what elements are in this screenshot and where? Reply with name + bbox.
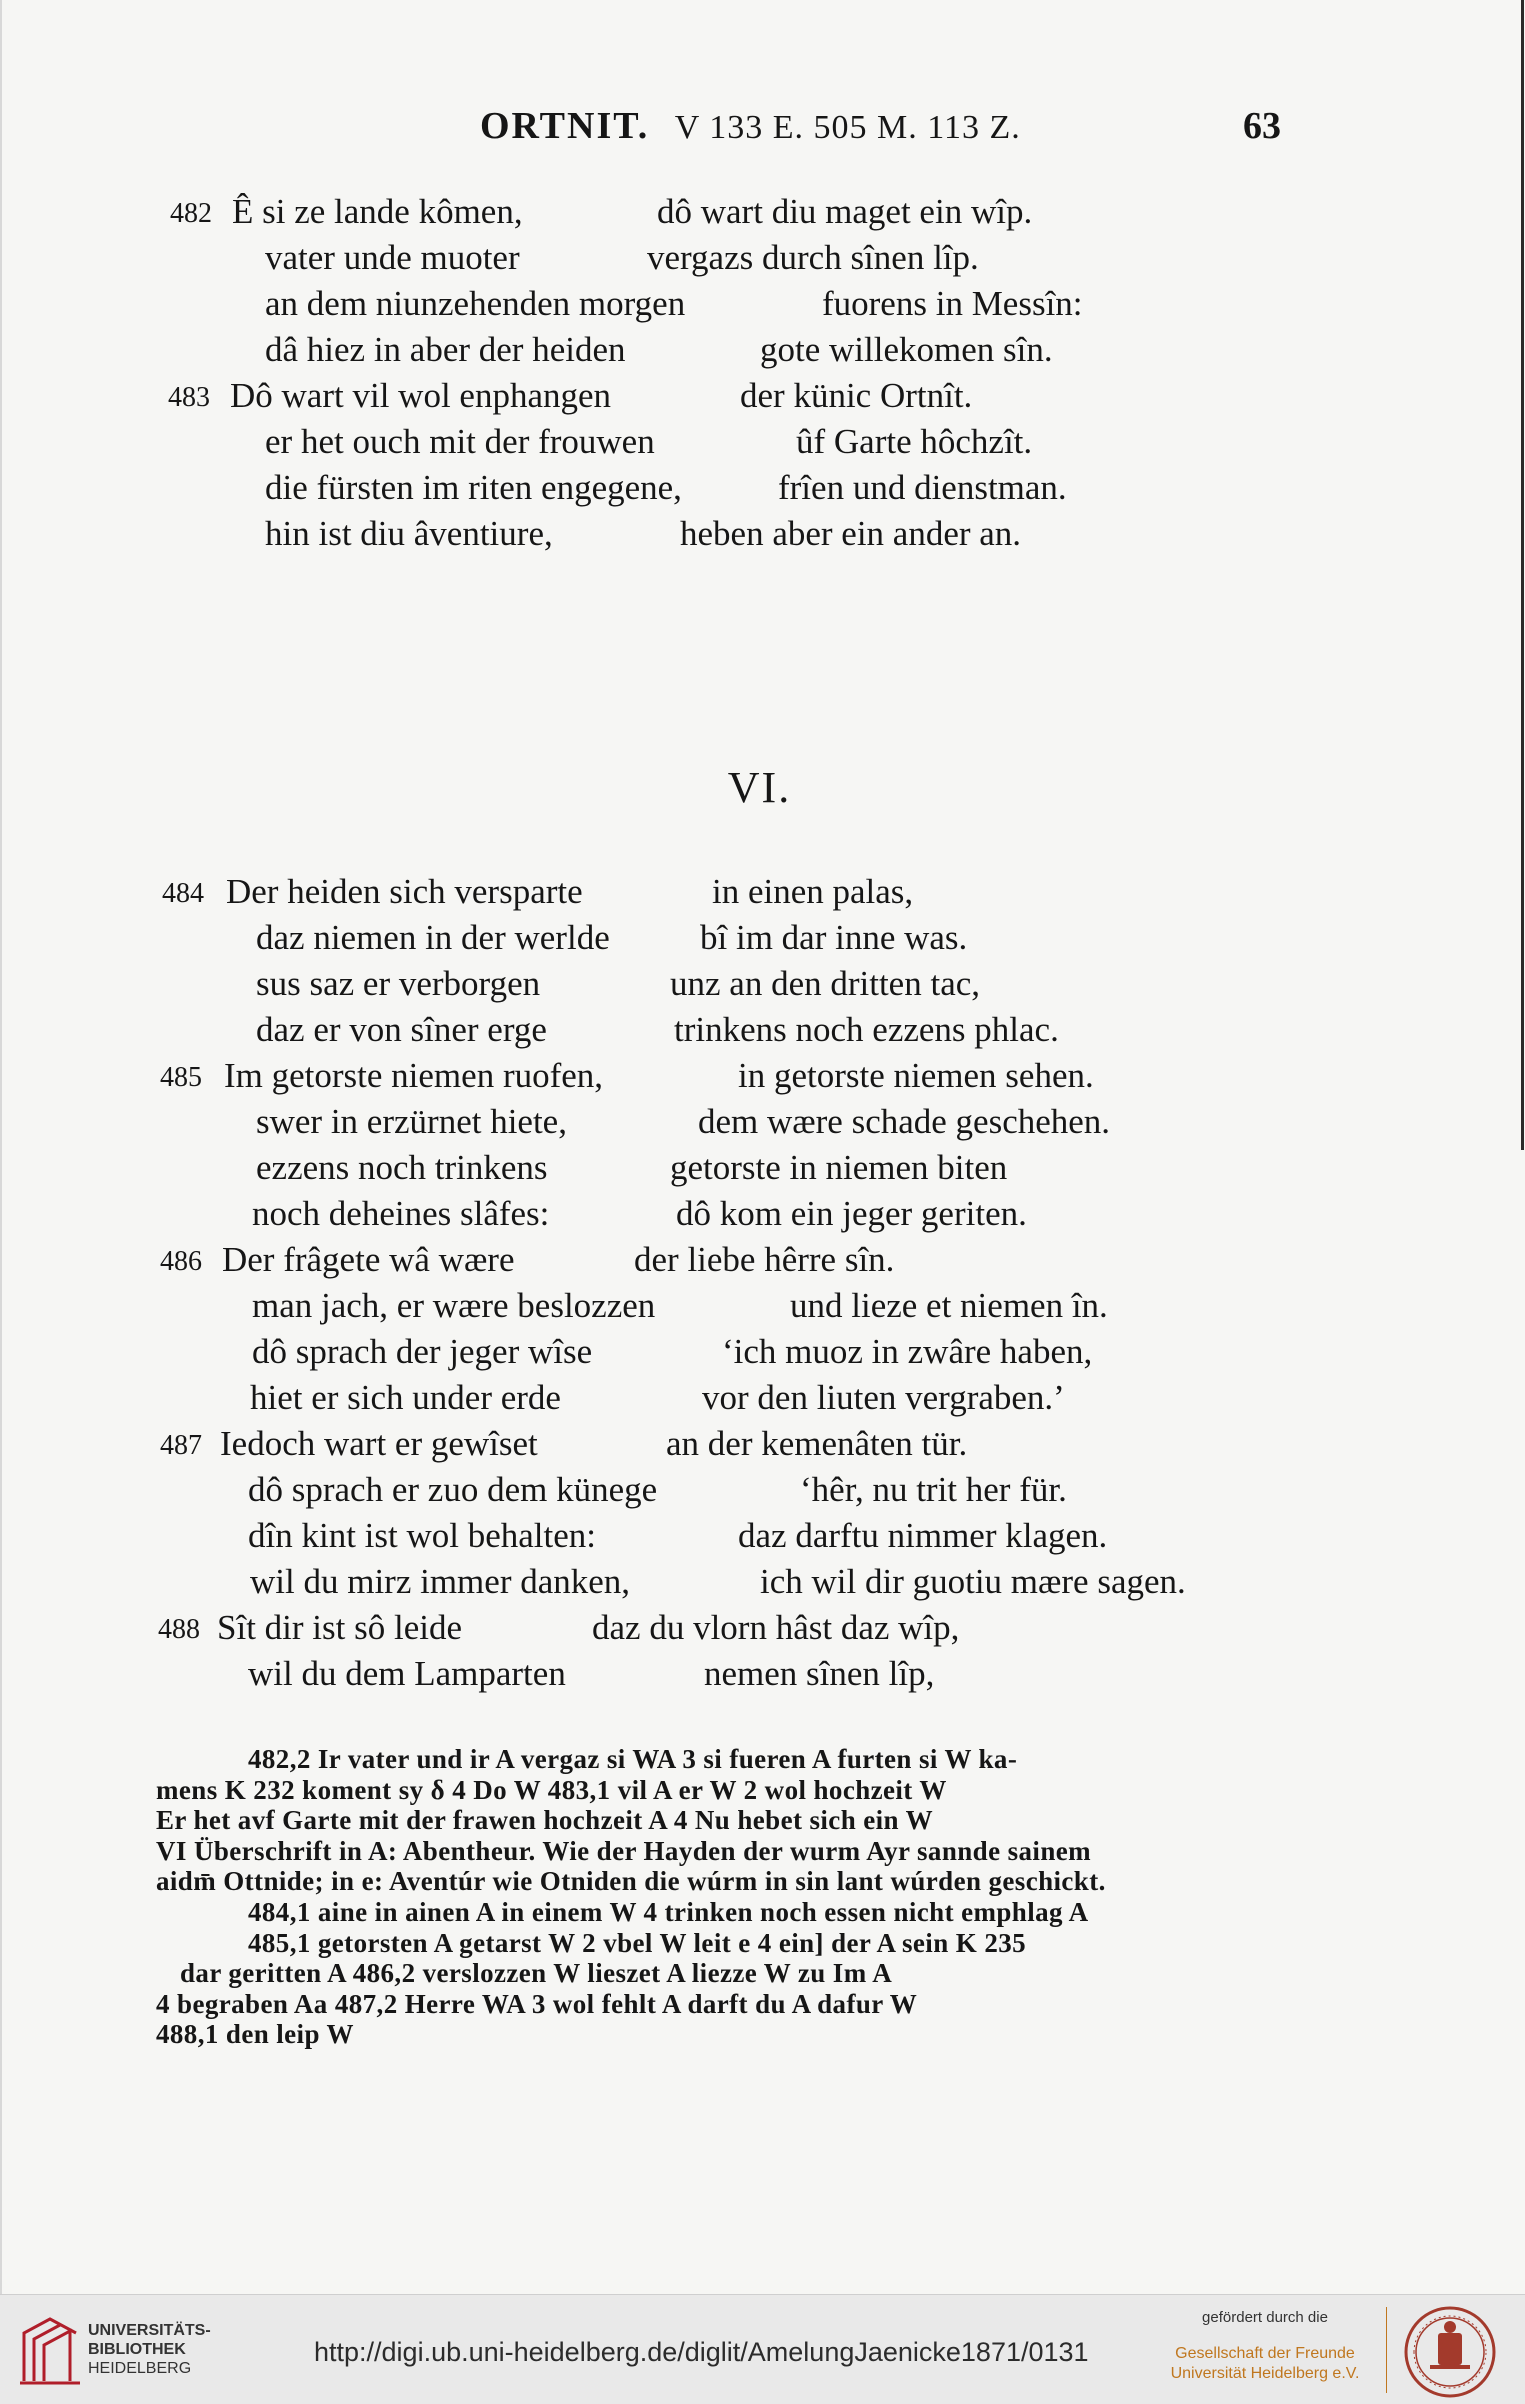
verse-line xyxy=(0,1562,1525,1606)
permalink-url[interactable]: http://digi.ub.uni-heidelberg.de/diglit/AmelungJaenicke1871/0131 xyxy=(314,2337,1089,2367)
verse-first-half: Der frâgete wâ wære xyxy=(222,1240,515,1279)
verse-second-half: in getorste niemen sehen. xyxy=(738,1056,1094,1095)
apparatus-line: 484,1 aine in ainen A in einem W 4 trinken noch essen nicht emphlag A xyxy=(248,1897,1089,1927)
verse-line xyxy=(0,192,1525,236)
verse-line xyxy=(0,514,1525,558)
verse-first-half: die fürsten im riten engegene, xyxy=(265,468,682,507)
verse-second-half: der künic Ortnît. xyxy=(740,376,973,415)
verse-first-half: wil du dem Lamparten xyxy=(248,1654,566,1693)
verse-second-half: ûf Garte hôchzît. xyxy=(796,422,1033,461)
apparatus-line: aidm̄ Ottnide; in e: Aventúr wie Otniden die wúrm in sin lant wúrden geschickt. xyxy=(156,1866,1106,1897)
verse-second-half: vor den liuten vergraben.’ xyxy=(702,1378,1065,1417)
verse-line xyxy=(0,1516,1525,1560)
library-logo-icon[interactable] xyxy=(14,2311,86,2389)
running-head xyxy=(0,104,1525,154)
verse-second-half: ‘hêr, nu trit her für. xyxy=(800,1470,1067,1509)
verse-first-half: swer in erzürnet hiete, xyxy=(256,1102,567,1141)
verse-line xyxy=(0,284,1525,328)
stanza-number: 483 xyxy=(168,382,210,413)
sponsor-credit xyxy=(1160,2309,1370,2384)
footer-divider xyxy=(1386,2307,1387,2393)
verse-second-half: ich wil dir guotiu mære sagen. xyxy=(760,1562,1186,1601)
verse-line xyxy=(0,1424,1525,1468)
library-name-line1: UNIVERSITÄTS- xyxy=(88,2322,211,2339)
verse-first-half: wil du mirz immer danken, xyxy=(250,1562,631,1601)
stanza-number: 487 xyxy=(160,1430,202,1461)
verse-second-half: dô wart diu maget ein wîp. xyxy=(657,192,1033,231)
verse-line xyxy=(0,238,1525,282)
verse-line xyxy=(0,1010,1525,1054)
apparatus-line: mens K 232 koment sy δ 4 Do W 483,1 vil A er W 2 wol hochzeit W xyxy=(156,1774,947,1805)
verse-first-half: an dem niunzehenden morgen xyxy=(265,284,686,323)
verse-second-half: dô kom ein jeger geriten. xyxy=(676,1194,1027,1233)
apparatus-line: 485,1 getorsten A getarst W 2 vbel W leit e 4 ein] der A sein K 235 xyxy=(248,1927,1027,1958)
verse-first-half: Iedoch wart er gewîset xyxy=(220,1424,538,1463)
verse-second-half: nemen sînen lîp, xyxy=(704,1654,935,1693)
verse-line xyxy=(0,872,1525,916)
verse-line xyxy=(0,1332,1525,1376)
apparatus-line: VI Überschrift in A: Abentheur. Wie der Hayden der wurm Ayr sannde sainem xyxy=(156,1835,1092,1866)
stanza-number: 482 xyxy=(170,198,212,229)
verse-line xyxy=(0,1240,1525,1284)
verse-second-half: der liebe hêrre sîn. xyxy=(634,1240,895,1279)
verse-first-half: Im getorste niemen ruofen, xyxy=(224,1056,604,1095)
verse-line xyxy=(0,918,1525,962)
verse-second-half: ‘ich muoz in zwâre haben, xyxy=(722,1332,1093,1371)
verse-line xyxy=(0,1608,1525,1652)
section-heading-text: VI. xyxy=(727,763,792,812)
university-seal-icon[interactable] xyxy=(1400,2303,1500,2401)
verse-first-half: Der heiden sich versparte xyxy=(226,872,583,911)
running-head-title xyxy=(480,104,1021,148)
library-name-line2: BIBLIOTHEK xyxy=(88,2341,186,2358)
verse-line xyxy=(0,964,1525,1008)
verse-second-half: an der kemenâten tür. xyxy=(666,1424,968,1463)
verse-first-half: noch deheines slâfes: xyxy=(252,1194,550,1233)
verse-line xyxy=(0,422,1525,466)
verse-line xyxy=(0,1286,1525,1330)
running-head-ortnit: ORTNIT. xyxy=(480,105,650,147)
verse-second-half: trinkens noch ezzens phlac. xyxy=(674,1010,1059,1049)
verse-second-half: fuorens in Messîn: xyxy=(822,284,1083,323)
sponsor-name-line1[interactable]: Gesellschaft der Freunde xyxy=(1175,2345,1355,2362)
verse-second-half: in einen palas, xyxy=(712,872,914,911)
stanza-number: 485 xyxy=(160,1062,202,1093)
verse-second-half: vergazs durch sînen lîp. xyxy=(647,238,979,277)
verse-second-half: heben aber ein ander an. xyxy=(680,514,1022,553)
verse-first-half: man jach, er wære beslozzen xyxy=(252,1286,656,1325)
verse-second-half: daz darftu nimmer klagen. xyxy=(738,1516,1108,1555)
verse-second-half: getorste in niemen biten xyxy=(670,1148,1008,1187)
verse-second-half: bî im dar inne was. xyxy=(700,918,968,957)
verse-line xyxy=(0,1378,1525,1422)
sponsor-name-line2[interactable]: Universität Heidelberg e.V. xyxy=(1170,2365,1360,2382)
verse-first-half: er het ouch mit der frouwen xyxy=(265,422,655,461)
page-number: 63 xyxy=(1243,105,1281,147)
running-head-refs: V 133 E. 505 M. 113 Z. xyxy=(674,109,1021,146)
verse-line xyxy=(0,1470,1525,1514)
verse-first-half: dô sprach er zuo dem künege xyxy=(248,1470,658,1509)
verse-first-half: ezzens noch trinkens xyxy=(256,1148,548,1187)
verse-line xyxy=(0,330,1525,374)
apparatus-line: Er het avf Garte mit der frawen hochzeit A 4 Nu hebet sich ein W xyxy=(156,1805,934,1836)
apparatus-line: 4 begraben Aa 487,2 Herre WA 3 wol fehlt A darft du A dafur W xyxy=(156,1988,918,2019)
verse-first-half: Ê si ze lande kômen, xyxy=(232,192,523,231)
verse-second-half: gote willekomen sîn. xyxy=(760,330,1053,369)
verse-second-half: daz du vlorn hâst daz wîp, xyxy=(592,1608,960,1647)
stanza-number: 486 xyxy=(160,1246,202,1277)
stanza-number: 488 xyxy=(158,1614,200,1645)
verse-second-half: frîen und dienstman. xyxy=(778,468,1067,507)
verse-first-half: daz niemen in der werlde xyxy=(256,918,610,957)
sponsor-intro: gefördert durch die xyxy=(1202,2309,1328,2326)
verse-line xyxy=(0,376,1525,420)
section-heading xyxy=(0,762,1525,813)
stanza-number: 484 xyxy=(162,878,204,909)
verse-line xyxy=(0,1148,1525,1192)
verse-first-half: dô sprach der jeger wîse xyxy=(252,1332,593,1371)
verse-first-half: vater unde muoter xyxy=(265,238,520,277)
library-name xyxy=(88,2321,211,2378)
verse-first-half: dâ hiez in aber der heiden xyxy=(265,330,626,369)
verse-line xyxy=(0,1654,1525,1698)
verse-line xyxy=(0,1194,1525,1238)
verse-line xyxy=(0,1056,1525,1100)
verse-first-half: daz er von sîner erge xyxy=(256,1010,547,1049)
verse-second-half: und lieze et niemen în. xyxy=(790,1286,1108,1325)
apparatus-line: 482,2 Ir vater und ir A vergaz si WA 3 si fueren A furten si W ka- xyxy=(248,1744,1018,1774)
apparatus-line: dar geritten A 486,2 verslozzen W lieszet A liezze W zu Im A xyxy=(180,1958,893,1989)
verse-first-half: Dô wart vil wol enphangen xyxy=(230,376,612,415)
footer-bar xyxy=(0,2294,1525,2404)
verse-first-half: hiet er sich under erde xyxy=(250,1378,561,1417)
verse-first-half: Sît dir ist sô leide xyxy=(217,1608,462,1647)
verse-second-half: unz an den dritten tac, xyxy=(670,964,981,1003)
verse-line xyxy=(0,468,1525,512)
library-name-line3: HEIDELBERG xyxy=(88,2360,192,2377)
verse-first-half: sus saz er verborgen xyxy=(256,964,541,1003)
verse-line xyxy=(0,1102,1525,1146)
verse-first-half: hin ist diu âventiure, xyxy=(265,514,553,553)
verse-first-half: dîn kint ist wol behalten: xyxy=(248,1516,597,1555)
verse-second-half: dem wære schade geschehen. xyxy=(698,1102,1111,1141)
apparatus-line: 488,1 den leip W xyxy=(156,2019,354,2050)
